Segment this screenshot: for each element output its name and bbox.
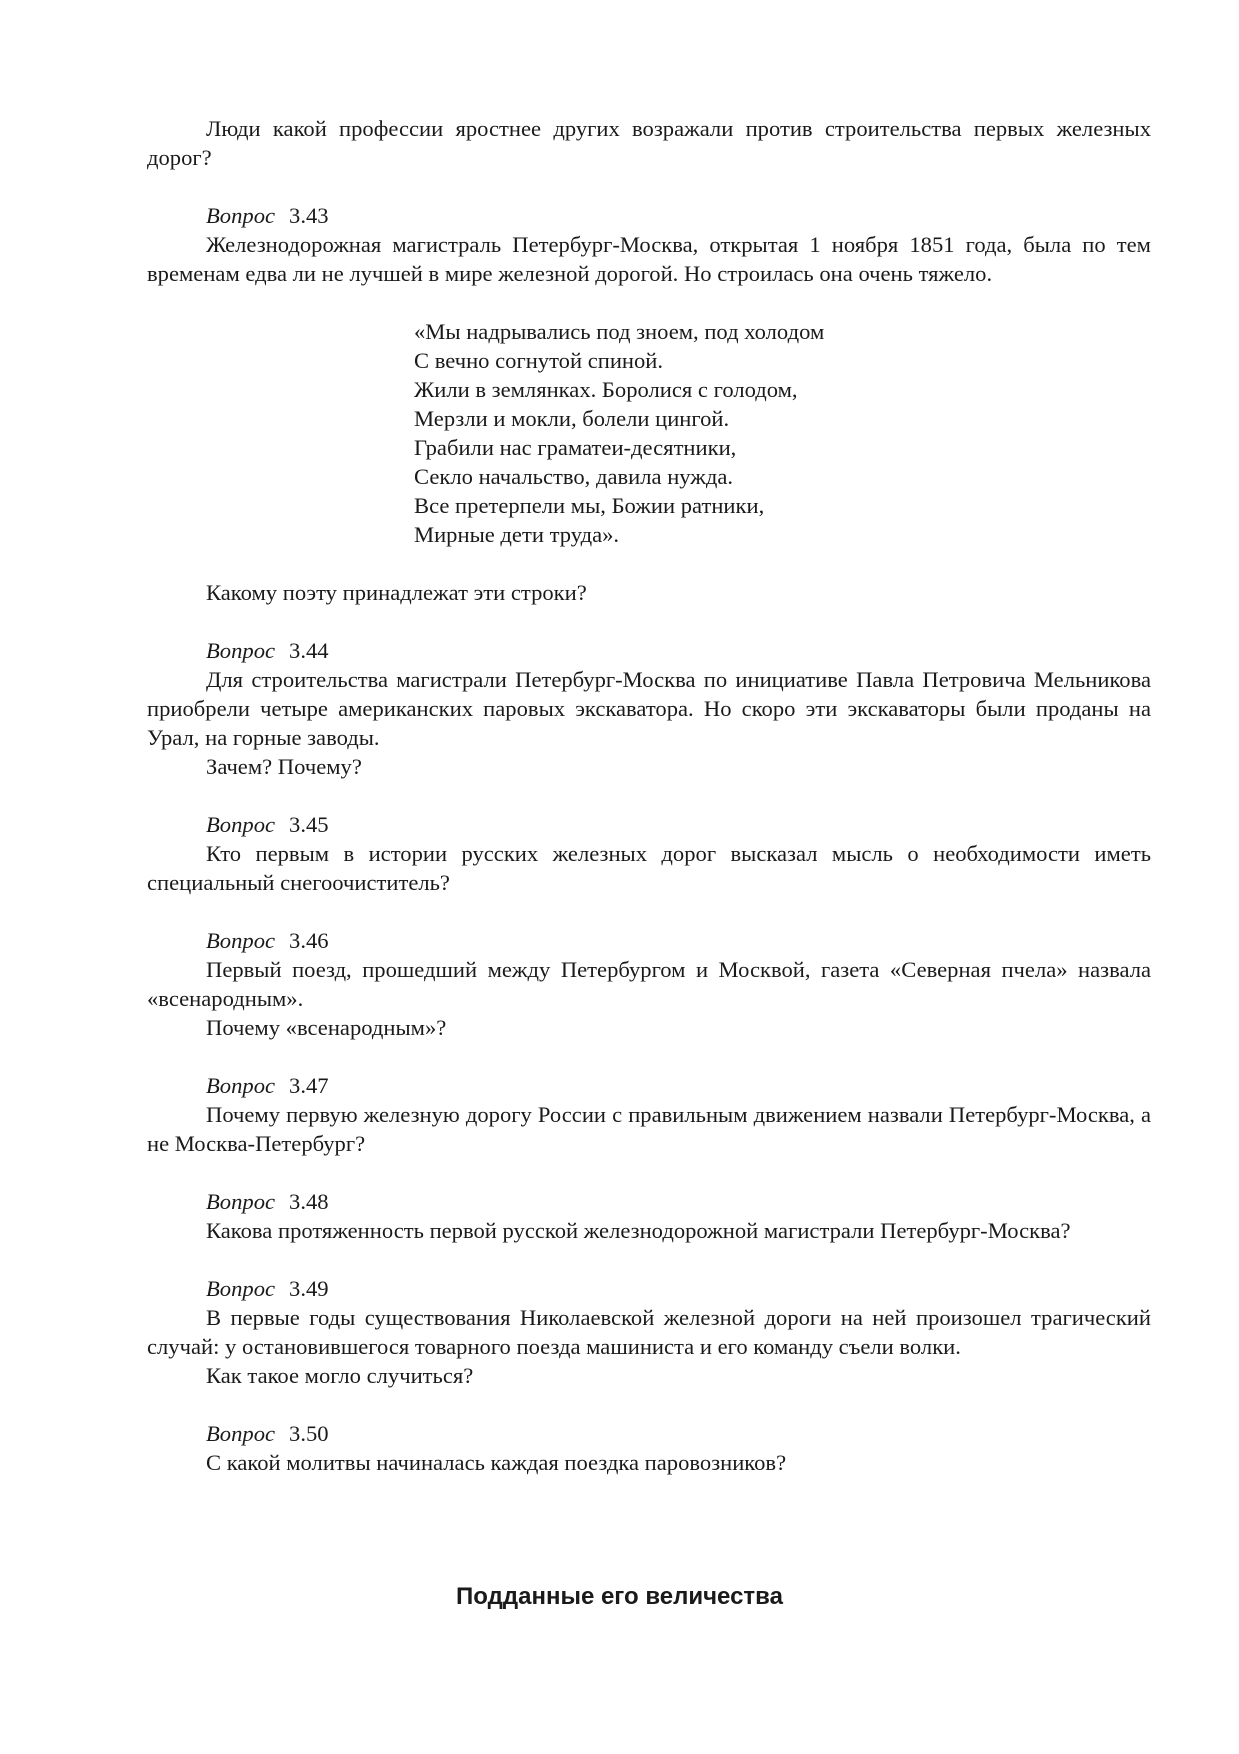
- question-followup: Какому поэту принадлежат эти строки?: [206, 580, 587, 605]
- question-number: 3.45: [289, 812, 329, 837]
- poem-line: Все претерпели мы, Божии ратники,: [414, 493, 765, 518]
- poem-line: Мерзли и мокли, болели цингой.: [414, 406, 730, 431]
- poem-line: Мирные дети труда».: [414, 522, 620, 547]
- question-word: Вопрос: [206, 1073, 276, 1098]
- question-label: [147, 810, 1151, 839]
- question-3-44: [147, 636, 1151, 781]
- question-word: Вопрос: [206, 203, 276, 228]
- poem-line: Жили в землянках. Боролися с голодом,: [414, 377, 798, 402]
- question-3-47: [147, 1071, 1151, 1158]
- question-3-45: [147, 810, 1151, 897]
- question-label: [147, 1071, 1151, 1100]
- question-number: 3.49: [289, 1276, 329, 1301]
- question-number: 3.46: [289, 928, 329, 953]
- poem-line: С вечно согнутой спиной.: [414, 348, 664, 373]
- question-word: Вопрос: [206, 928, 276, 953]
- question-label: [147, 201, 1151, 230]
- question-text: Первый поезд, прошедший между Петербургом и Москвой, газета «Северная пчела» назвала «всенародным».: [147, 957, 1151, 1011]
- question-3-46: [147, 926, 1151, 1042]
- question-text: Почему первую железную дорогу России с правильным движением назвали Петербург-Москва, а не Москва-Петербург?: [147, 1102, 1151, 1156]
- question-text: Железнодорожная магистраль Петербург-Москва, открытая 1 ноября 1851 года, была по тем временам едва ли не лучшей в мире железной дорогой. Но строилась она очень тяжело.: [147, 232, 1151, 286]
- question-number: 3.44: [289, 638, 329, 663]
- question-label: [147, 636, 1151, 665]
- question-word: Вопрос: [206, 638, 276, 663]
- question-followup: Зачем? Почему?: [206, 754, 362, 779]
- question-followup: Как такое могло случиться?: [206, 1363, 474, 1388]
- intro-question: Люди какой профессии яростнее других возражали против строительства первых железных дорог?: [147, 116, 1151, 170]
- question-word: Вопрос: [206, 1421, 276, 1446]
- poem-line: Секло начальство, давила нужда.: [414, 464, 734, 489]
- question-text: В первые годы существования Николаевской железной дороги на ней произошел трагический случай: у остановившегося товарного поезда машиниста и его команду съели волки.: [147, 1305, 1151, 1359]
- question-text: Какова протяженность первой русской железнодорожной магистрали Петербург-Москва?: [206, 1218, 1071, 1243]
- question-number: 3.48: [289, 1189, 329, 1214]
- question-text: Кто первым в истории русских железных дорог высказал мысль о необходимости иметь специальный снегоочиститель?: [147, 841, 1151, 895]
- question-3-43: [147, 201, 1151, 607]
- question-number: 3.50: [289, 1421, 329, 1446]
- question-text: С какой молитвы начиналась каждая поездка паровозников?: [206, 1450, 787, 1475]
- poem-line: «Мы надрывались под зноем, под холодом: [414, 319, 825, 344]
- document-page: [147, 114, 1151, 1477]
- question-label: [147, 926, 1151, 955]
- poem-line: Грабили нас граматеи-десятники,: [414, 435, 737, 460]
- question-3-49: [147, 1274, 1151, 1390]
- section-heading: Подданные его величества: [456, 1583, 783, 1610]
- question-label: [147, 1274, 1151, 1303]
- question-followup: Почему «всенародным»?: [206, 1015, 447, 1040]
- question-word: Вопрос: [206, 1276, 276, 1301]
- question-3-48: [147, 1187, 1151, 1245]
- question-3-50: [147, 1419, 1151, 1477]
- question-number: 3.47: [289, 1073, 329, 1098]
- question-text: Для строительства магистрали Петербург-Москва по инициативе Павла Петровича Мельникова приобрели четыре американских паровых экскаватора. Но скоро эти экскаваторы были проданы на Урал, на горные заводы.: [147, 667, 1151, 750]
- question-label: [147, 1419, 1151, 1448]
- poem-block: [414, 317, 1151, 549]
- question-word: Вопрос: [206, 812, 276, 837]
- question-label: [147, 1187, 1151, 1216]
- question-word: Вопрос: [206, 1189, 276, 1214]
- question-number: 3.43: [289, 203, 329, 228]
